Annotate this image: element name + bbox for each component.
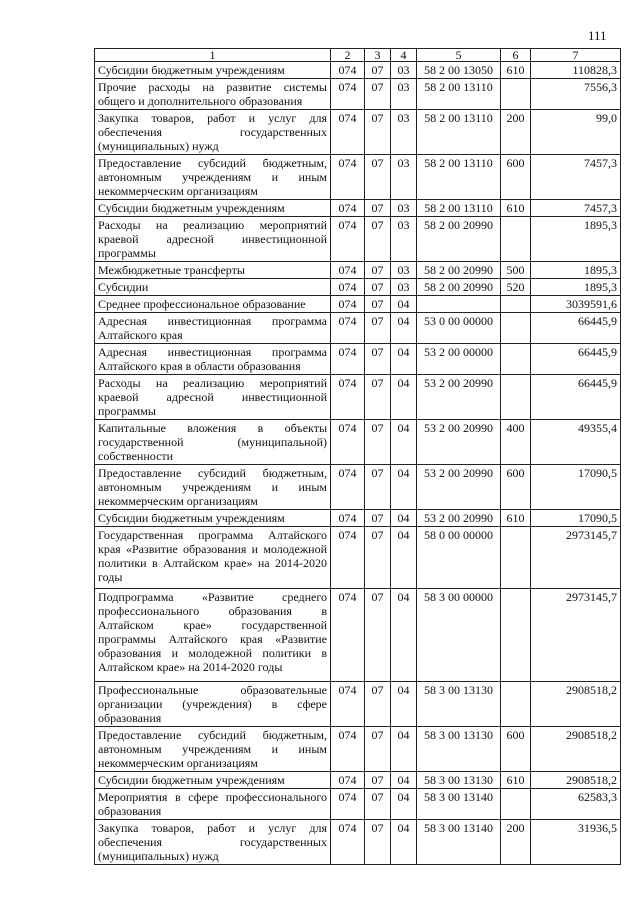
expense-name-cell: Адресная инвестиционная программа Алтайского края <box>95 313 331 344</box>
department-code-cell: 074 <box>331 217 365 262</box>
expense-name-cell: Закупка товаров, работ и услуг для обеспечения государственных (муниципальных) нужд <box>95 110 331 155</box>
section-code-cell: 07 <box>365 510 391 527</box>
subsection-code-cell: 04 <box>391 589 417 682</box>
subsection-code-cell: 04 <box>391 313 417 344</box>
target-article-cell: 53 2 00 20990 <box>417 420 501 465</box>
subsection-code-cell: 04 <box>391 682 417 727</box>
section-code-cell: 07 <box>365 727 391 772</box>
target-article-cell: 58 3 00 13130 <box>417 727 501 772</box>
section-code-cell: 07 <box>365 262 391 279</box>
subsection-code-cell: 03 <box>391 62 417 79</box>
target-article-cell: 58 2 00 13110 <box>417 110 501 155</box>
department-code-cell: 074 <box>331 682 365 727</box>
target-article-cell: 58 3 00 13130 <box>417 682 501 727</box>
section-code-cell: 07 <box>365 279 391 296</box>
target-article-cell: 58 0 00 00000 <box>417 527 501 589</box>
expense-type-cell <box>501 313 531 344</box>
expense-type-cell <box>501 589 531 682</box>
subsection-code-cell: 04 <box>391 727 417 772</box>
subsection-code-cell: 04 <box>391 344 417 375</box>
department-code-cell: 074 <box>331 62 365 79</box>
table-row <box>95 420 621 465</box>
expense-name-cell: Подпрограмма «Развитие среднего профессионального образования в Алтайском крае» государственной программы Алтайского края «Развитие образования и молодежной политики в Алтайском крае» на 2014-2020 годы <box>95 589 331 682</box>
expense-type-cell: 600 <box>501 727 531 772</box>
expense-type-cell: 200 <box>501 820 531 865</box>
expense-name-cell: Мероприятия в сфере профессионального образования <box>95 789 331 820</box>
target-article-cell: 58 2 00 20990 <box>417 217 501 262</box>
department-code-cell: 074 <box>331 313 365 344</box>
amount-cell: 7457,3 <box>531 200 621 217</box>
table-row <box>95 217 621 262</box>
subsection-code-cell: 03 <box>391 200 417 217</box>
section-code-cell: 07 <box>365 62 391 79</box>
table-row <box>95 155 621 200</box>
expense-type-cell: 500 <box>501 262 531 279</box>
expense-name-cell: Субсидии бюджетным учреждениям <box>95 772 331 789</box>
department-code-cell: 074 <box>331 772 365 789</box>
expense-type-cell: 200 <box>501 110 531 155</box>
expense-name-cell: Прочие расходы на развитие системы общего и дополнительного образования <box>95 79 331 110</box>
subsection-code-cell: 03 <box>391 217 417 262</box>
subsection-code-cell: 04 <box>391 789 417 820</box>
subsection-code-cell: 03 <box>391 155 417 200</box>
subsection-code-cell: 04 <box>391 420 417 465</box>
section-code-cell: 07 <box>365 527 391 589</box>
expense-type-cell <box>501 344 531 375</box>
amount-cell: 17090,5 <box>531 510 621 527</box>
subsection-code-cell: 03 <box>391 262 417 279</box>
department-code-cell: 074 <box>331 589 365 682</box>
target-article-cell: 58 3 00 13140 <box>417 789 501 820</box>
expense-name-cell: Субсидии бюджетным учреждениям <box>95 200 331 217</box>
header-cell: 3 <box>365 49 391 62</box>
amount-cell: 66445,9 <box>531 375 621 420</box>
target-article-cell: 53 2 00 00000 <box>417 344 501 375</box>
section-code-cell: 07 <box>365 155 391 200</box>
amount-cell: 2973145,7 <box>531 527 621 589</box>
expense-name-cell: Адресная инвестиционная программа Алтайского края в области образования <box>95 344 331 375</box>
section-code-cell: 07 <box>365 420 391 465</box>
section-code-cell: 07 <box>365 110 391 155</box>
subsection-code-cell: 04 <box>391 527 417 589</box>
header-cell: 1 <box>95 49 331 62</box>
amount-cell: 110828,3 <box>531 62 621 79</box>
amount-cell: 7556,3 <box>531 79 621 110</box>
expense-name-cell: Среднее профессиональное образование <box>95 296 331 313</box>
amount-cell: 2908518,2 <box>531 682 621 727</box>
expense-type-cell <box>501 375 531 420</box>
section-code-cell: 07 <box>365 682 391 727</box>
target-article-cell: 58 2 00 20990 <box>417 279 501 296</box>
table-row <box>95 820 621 865</box>
amount-cell: 1895,3 <box>531 279 621 296</box>
target-article-cell <box>417 296 501 313</box>
section-code-cell: 07 <box>365 200 391 217</box>
amount-cell: 31936,5 <box>531 820 621 865</box>
table-row <box>95 527 621 589</box>
subsection-code-cell: 04 <box>391 375 417 420</box>
department-code-cell: 074 <box>331 527 365 589</box>
table-row <box>95 682 621 727</box>
amount-cell: 2973145,7 <box>531 589 621 682</box>
target-article-cell: 58 2 00 13050 <box>417 62 501 79</box>
expense-type-cell <box>501 682 531 727</box>
department-code-cell: 074 <box>331 296 365 313</box>
subsection-code-cell: 04 <box>391 510 417 527</box>
expense-name-cell: Межбюджетные трансферты <box>95 262 331 279</box>
section-code-cell: 07 <box>365 296 391 313</box>
department-code-cell: 074 <box>331 820 365 865</box>
amount-cell: 1895,3 <box>531 262 621 279</box>
target-article-cell: 58 3 00 13130 <box>417 772 501 789</box>
section-code-cell: 07 <box>365 820 391 865</box>
expense-name-cell: Профессиональные образовательные организации (учреждения) в сфере образования <box>95 682 331 727</box>
subsection-code-cell: 03 <box>391 110 417 155</box>
table-row <box>95 262 621 279</box>
target-article-cell: 53 2 00 20990 <box>417 375 501 420</box>
target-article-cell: 53 2 00 20990 <box>417 510 501 527</box>
expense-type-cell: 610 <box>501 62 531 79</box>
table-row <box>95 279 621 296</box>
expense-type-cell: 610 <box>501 772 531 789</box>
header-cell: 6 <box>501 49 531 62</box>
target-article-cell: 58 2 00 13110 <box>417 79 501 110</box>
expense-type-cell: 520 <box>501 279 531 296</box>
section-code-cell: 07 <box>365 79 391 110</box>
expense-type-cell <box>501 79 531 110</box>
target-article-cell: 53 0 00 00000 <box>417 313 501 344</box>
section-code-cell: 07 <box>365 313 391 344</box>
expense-type-cell: 600 <box>501 155 531 200</box>
target-article-cell: 58 3 00 00000 <box>417 589 501 682</box>
table-row <box>95 465 621 510</box>
table-row <box>95 313 621 344</box>
budget-table <box>94 48 621 865</box>
table-row <box>95 510 621 527</box>
amount-cell: 2908518,2 <box>531 727 621 772</box>
page-number: 111 <box>588 28 607 43</box>
expense-name-cell: Предоставление субсидий бюджетным, автономным учреждениям и иным некоммерческим организациям <box>95 465 331 510</box>
expense-type-cell: 610 <box>501 200 531 217</box>
amount-cell: 17090,5 <box>531 465 621 510</box>
subsection-code-cell: 04 <box>391 772 417 789</box>
table-row <box>95 772 621 789</box>
amount-cell: 66445,9 <box>531 313 621 344</box>
header-cell: 7 <box>531 49 621 62</box>
section-code-cell: 07 <box>365 772 391 789</box>
amount-cell: 66445,9 <box>531 344 621 375</box>
header-cell: 2 <box>331 49 365 62</box>
section-code-cell: 07 <box>365 217 391 262</box>
amount-cell: 99,0 <box>531 110 621 155</box>
table-row <box>95 79 621 110</box>
table-row <box>95 200 621 217</box>
header-cell: 4 <box>391 49 417 62</box>
amount-cell: 62583,3 <box>531 789 621 820</box>
amount-cell: 2908518,2 <box>531 772 621 789</box>
target-article-cell: 58 2 00 20990 <box>417 262 501 279</box>
table-row <box>95 110 621 155</box>
section-code-cell: 07 <box>365 789 391 820</box>
table-row <box>95 789 621 820</box>
table-row <box>95 727 621 772</box>
amount-cell: 1895,3 <box>531 217 621 262</box>
target-article-cell: 58 2 00 13110 <box>417 200 501 217</box>
expense-type-cell <box>501 296 531 313</box>
expense-name-cell: Предоставление субсидий бюджетным, автономным учреждениям и иным некоммерческим организациям <box>95 155 331 200</box>
expense-name-cell: Субсидии бюджетным учреждениям <box>95 62 331 79</box>
expense-type-cell: 400 <box>501 420 531 465</box>
expense-name-cell: Закупка товаров, работ и услуг для обеспечения государственных (муниципальных) нужд <box>95 820 331 865</box>
subsection-code-cell: 04 <box>391 820 417 865</box>
department-code-cell: 074 <box>331 79 365 110</box>
amount-cell: 49355,4 <box>531 420 621 465</box>
department-code-cell: 074 <box>331 155 365 200</box>
amount-cell: 7457,3 <box>531 155 621 200</box>
target-article-cell: 58 3 00 13140 <box>417 820 501 865</box>
department-code-cell: 074 <box>331 420 365 465</box>
expense-name-cell: Субсидии <box>95 279 331 296</box>
expense-name-cell: Государственная программа Алтайского края «Развитие образования и молодежной политики в Алтайском крае» на 2014-2020 годы <box>95 527 331 589</box>
department-code-cell: 074 <box>331 727 365 772</box>
expense-name-cell: Расходы на реализацию мероприятий краевой адресной инвестиционной программы <box>95 375 331 420</box>
expense-name-cell: Расходы на реализацию мероприятий краевой адресной инвестиционной программы <box>95 217 331 262</box>
department-code-cell: 074 <box>331 200 365 217</box>
header-cell: 5 <box>417 49 501 62</box>
table-row <box>95 62 621 79</box>
table-row <box>95 344 621 375</box>
subsection-code-cell: 03 <box>391 79 417 110</box>
section-code-cell: 07 <box>365 375 391 420</box>
expense-type-cell: 600 <box>501 465 531 510</box>
table-header-row <box>95 49 621 62</box>
expense-name-cell: Субсидии бюджетным учреждениям <box>95 510 331 527</box>
department-code-cell: 074 <box>331 465 365 510</box>
department-code-cell: 074 <box>331 262 365 279</box>
expense-type-cell <box>501 527 531 589</box>
department-code-cell: 074 <box>331 279 365 296</box>
expense-name-cell: Капитальные вложения в объекты государственной (муниципальной) собственности <box>95 420 331 465</box>
section-code-cell: 07 <box>365 465 391 510</box>
expense-name-cell: Предоставление субсидий бюджетным, автономным учреждениям и иным некоммерческим организациям <box>95 727 331 772</box>
subsection-code-cell: 04 <box>391 296 417 313</box>
department-code-cell: 074 <box>331 110 365 155</box>
expense-type-cell <box>501 217 531 262</box>
expense-type-cell <box>501 789 531 820</box>
section-code-cell: 07 <box>365 589 391 682</box>
target-article-cell: 58 2 00 13110 <box>417 155 501 200</box>
section-code-cell: 07 <box>365 344 391 375</box>
target-article-cell: 53 2 00 20990 <box>417 465 501 510</box>
department-code-cell: 074 <box>331 375 365 420</box>
table-row <box>95 375 621 420</box>
table-row <box>95 589 621 682</box>
department-code-cell: 074 <box>331 344 365 375</box>
expense-type-cell: 610 <box>501 510 531 527</box>
department-code-cell: 074 <box>331 789 365 820</box>
table-row <box>95 296 621 313</box>
subsection-code-cell: 03 <box>391 279 417 296</box>
department-code-cell: 074 <box>331 510 365 527</box>
subsection-code-cell: 04 <box>391 465 417 510</box>
amount-cell: 3039591,6 <box>531 296 621 313</box>
